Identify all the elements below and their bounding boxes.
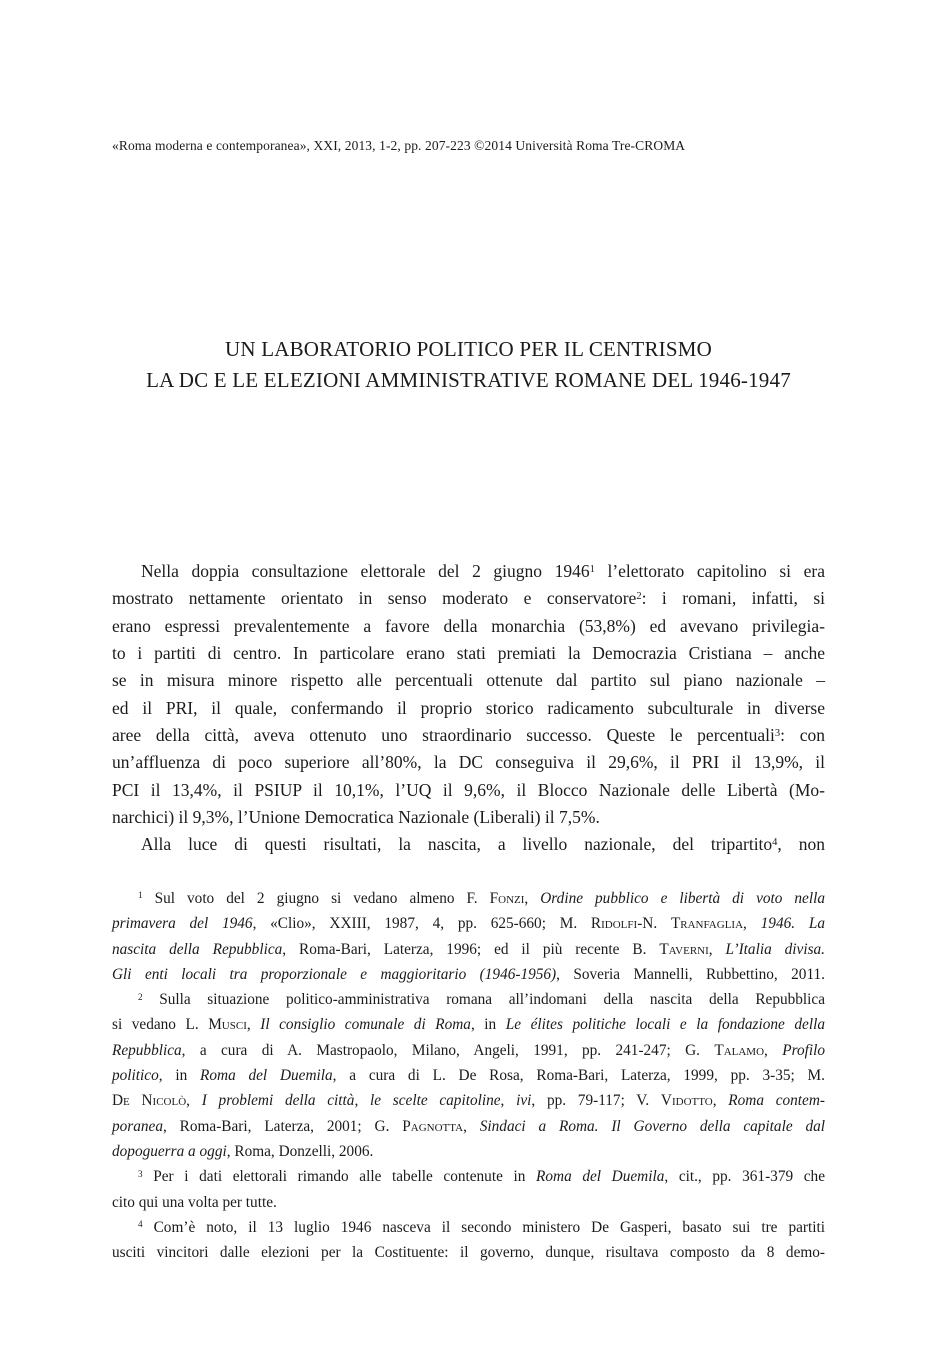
footnote-ref: 1 [138,890,143,901]
text-segment: L’Italia divisa. [725,940,825,958]
text-line [112,1215,825,1240]
text-segment: -N. [637,915,671,933]
text-segment: , pp. 79-117; V. [531,1092,661,1110]
text-segment: Sulla situazione politico-amministrativa romana all’indomani della nascita della Repubblica [142,991,825,1009]
text-line [112,585,825,612]
text-segment: : con [780,725,825,746]
text-segment: primavera del 1946 [112,915,253,933]
text-line [112,722,825,749]
text-segment: , non [777,834,826,855]
article-title-line1: UN LABORATORIO POLITICO PER IL CENTRISMO [225,337,712,361]
text-line [112,749,825,776]
text-segment: , a cura di A. Mastropaolo, Milano, Angeli, 1991, pp. 241-247; G. [181,1041,715,1059]
footnote-ref: 2 [138,991,143,1002]
text-line [112,1088,825,1113]
text-line [112,640,825,667]
article-title-line2: LA DC E LE ELEZIONI AMMINISTRATIVE ROMANE DEL 1946-1947 [146,368,791,392]
text-line [112,1190,825,1215]
text-segment: , [500,1092,517,1110]
text-segment: nascita della Repubblica [112,940,283,958]
footnote-ref: 2 [636,591,642,603]
text-segment: Sul voto del 2 giugno si vedano almeno F. [142,890,490,907]
body-paragraph-1 [112,558,825,831]
text-segment: Taverni [659,940,709,958]
text-segment: 1946. La [760,915,825,933]
text-segment: , [712,1092,729,1110]
text-segment: De Nicolò [112,1092,187,1110]
text-segment: mostrato nettamente orientato in senso moderato e conservatore [112,588,637,609]
text-line [112,831,825,858]
text-segment: to i partiti di centro. In particolare erano stati premiati la Democrazia Cristiana – anche [112,643,825,664]
text-segment: cito qui una volta per tutte. [112,1193,277,1211]
text-segment: Gli enti locali tra proporzionale e maggioritario (1946-1956) [112,965,557,983]
text-line [112,962,825,987]
text-segment: Musci [208,1016,247,1034]
text-segment: , in [158,1067,201,1085]
text-segment: , a cura di L. De Rosa, Roma-Bari, Laterza, 1999, pp. 3-35; M. [332,1067,825,1085]
text-segment: Fonzi [489,890,525,907]
text-segment: , Soveria Mannelli, Rubbettino, 2011. [556,965,825,983]
text-segment: ed il PRI, il quale, confermando il proprio storico radicamento subculturale in diverse [112,697,825,718]
text-segment: , «Clio», XXIII, 1987, 4, pp. 625-660; M. [252,915,591,933]
body-paragraph-2 [112,831,825,858]
article-body [112,558,825,859]
footnote-1 [112,886,825,987]
text-segment: , cit., pp. 361-379 che [664,1168,825,1186]
footnote-4 [112,1215,825,1266]
text-segment: , [524,890,541,907]
footnote-3 [112,1164,825,1215]
text-line [112,911,825,936]
text-segment: Tranfaglia [670,915,744,933]
text-segment: Repubblica [112,1041,182,1059]
text-segment: Vidotto [660,1092,713,1110]
text-segment: narchici) il 9,3%, l’Unione Democratica Nazionale (Liberali) il 7,5%. [112,807,600,828]
text-line [112,613,825,640]
article-title [112,334,825,396]
text-segment: , Roma-Bari, Laterza, 2001; G. [163,1117,403,1135]
text-line [112,695,825,722]
text-segment: , [743,915,761,933]
text-segment: Roma del Duemila [200,1067,333,1085]
text-segment: , [246,1016,261,1034]
text-line [112,1114,825,1139]
text-line [112,1139,825,1164]
text-segment: si vedano L. [112,1016,209,1034]
text-segment: : i romani, infatti, si [641,588,825,609]
footnote-ref: 4 [772,837,778,849]
text-line [112,1063,825,1088]
text-segment: , Roma-Bari, Laterza, 1996; ed il più recente B. [282,940,660,958]
text-line [112,1012,825,1037]
text-line [112,558,825,585]
text-segment: Profilo [782,1041,826,1059]
text-segment: politico [112,1067,159,1085]
text-segment: aree della città, aveva ottenuto uno straordinario successo. Queste le percentuali [112,725,775,746]
footnote-ref: 3 [774,727,781,739]
text-segment: ivi [516,1092,532,1110]
text-line [112,667,825,694]
text-segment: Ridolfi [590,915,638,933]
text-segment: usciti vincitori dalle elezioni per la Costituente: il governo, dunque, risultava composto da 8 demo- [112,1244,825,1262]
text-segment: , [463,1117,480,1135]
text-segment: l’elettorato capitolino si era [594,561,825,581]
footnotes-section [112,886,825,1265]
text-segment: Il consiglio comunale di Roma [260,1016,471,1034]
text-segment: , [186,1092,202,1110]
text-line [112,1240,825,1265]
text-segment: Pagnotta [402,1117,464,1135]
text-line [112,987,825,1012]
text-segment: se in misura minore rispetto alle percentuali ottenute dal partito sul piano nazionale – [112,670,825,691]
footnote-ref: 4 [138,1219,143,1230]
text-line [112,937,825,962]
text-segment: , [708,940,726,958]
text-segment: Roma contem- [728,1092,825,1110]
text-segment: Alla luce di questi risultati, la nascita, a livello nazionale, del tripartito [141,834,773,855]
journal-header: «Roma moderna e contemporanea», XXI, 2013, 1-2, pp. 207-223 ©2014 Università Roma Tre-CROMA [112,138,686,153]
text-line [112,777,825,804]
footnote-2 [112,987,825,1164]
text-segment: Ordine pubblico e libertà di voto nella [540,890,825,907]
text-segment: Sindaci a Roma. Il Governo della capitale dal [479,1117,826,1135]
text-segment: , Roma, Donzelli, 2006. [226,1142,374,1160]
footnote-ref: 1 [589,563,595,575]
text-line [112,1038,825,1063]
text-line [112,1164,825,1189]
text-segment: poranea [112,1117,163,1135]
text-segment: dopoguerra a oggi [112,1142,227,1160]
text-segment: Nella doppia consultazione elettorale del 2 giugno 1946 [141,561,590,581]
text-segment: Com’è noto, il 13 luglio 1946 nasceva il secondo ministero De Gasperi, basato sui tre partiti [142,1218,825,1236]
text-segment: erano espressi prevalentemente a favore della monarchia (53,8%) ed avevano privilegia- [112,615,825,636]
text-segment: Roma del Duemila [536,1168,665,1186]
text-segment: , in [470,1016,506,1034]
text-segment: , [764,1041,783,1059]
text-line [112,886,825,911]
text-segment: PCI il 13,4%, il PSIUP il 10,1%, l’UQ il 9,6%, il Blocco Nazionale delle Libertà (Mo- [112,779,825,800]
text-segment: un’affluenza di poco superiore all’80%, la DC conseguiva il 29,6%, il PRI il 13,9%, il [112,752,825,773]
text-line [112,804,825,831]
footnote-ref: 3 [138,1168,143,1179]
text-segment: Per i dati elettorali rimando alle tabelle contenute in [142,1168,537,1186]
text-segment: Talamo [714,1041,765,1059]
text-segment: I problemi della città, le scelte capitoline [201,1092,501,1110]
text-segment: Le élites politiche locali e la fondazione della [505,1016,825,1034]
